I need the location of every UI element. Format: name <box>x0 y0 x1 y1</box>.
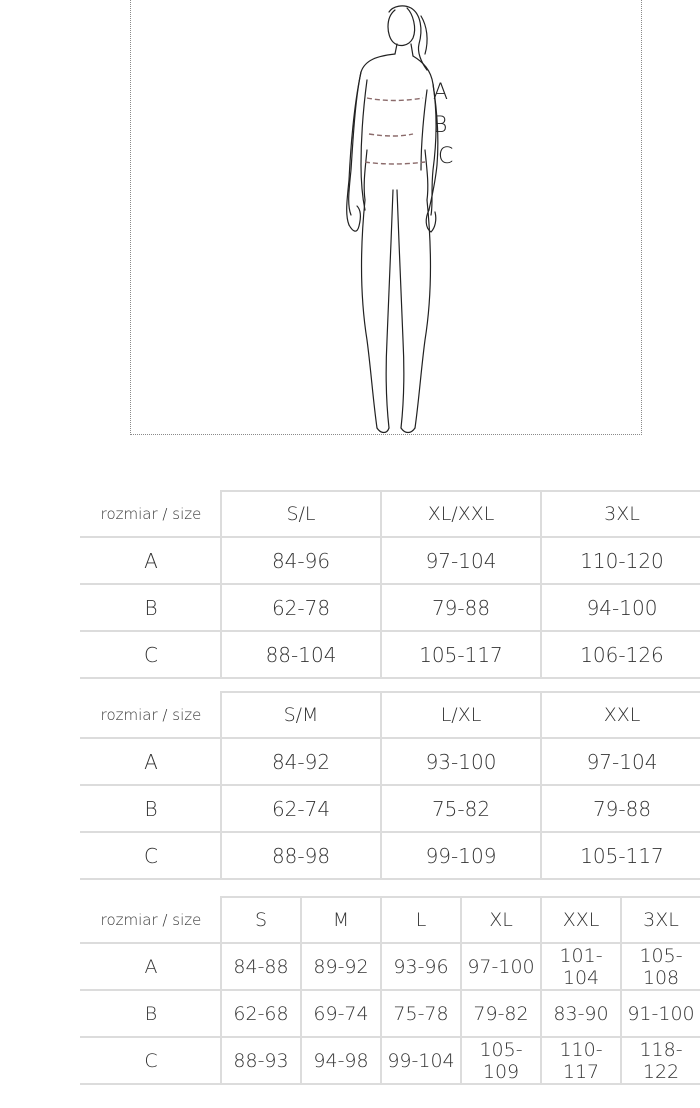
table-row <box>81 785 700 832</box>
table-cell: 94-98 <box>301 1037 381 1084</box>
table-cell: 79-88 <box>381 584 541 631</box>
row-label: C <box>81 832 221 879</box>
size-header: XL <box>461 897 541 943</box>
table-row <box>81 832 700 879</box>
table-cell: 75-78 <box>381 990 461 1037</box>
size-header: XXL <box>541 692 700 738</box>
row-label: A <box>81 537 221 584</box>
marker-c-label: C <box>438 144 454 169</box>
corner-label: rozmiar / size <box>81 897 221 943</box>
size-table-3 <box>80 896 700 1085</box>
table-cell: 97-104 <box>541 738 700 785</box>
table-cell: 118-122 <box>621 1037 700 1084</box>
table-cell: 75-82 <box>381 785 541 832</box>
table-cell: 84-96 <box>221 537 381 584</box>
size-header: M <box>301 897 381 943</box>
table-cell: 105-117 <box>541 832 700 879</box>
table-cell: 84-88 <box>221 943 301 990</box>
table-row <box>81 738 700 785</box>
body-figure-illustration <box>131 0 641 434</box>
row-label: A <box>81 943 221 990</box>
table-row <box>81 1037 700 1084</box>
table-cell: 84-92 <box>221 738 381 785</box>
table-row <box>81 631 700 678</box>
row-label: C <box>81 1037 221 1084</box>
table-cell: 88-93 <box>221 1037 301 1084</box>
size-header: XXL <box>541 897 621 943</box>
marker-b-label: B <box>433 113 448 138</box>
table-cell: 99-104 <box>381 1037 461 1084</box>
body-figure-frame <box>130 0 642 435</box>
marker-a-label: A <box>433 80 449 105</box>
table-cell: 105-117 <box>381 631 541 678</box>
size-header: XL/XXL <box>381 491 541 537</box>
row-label: A <box>81 738 221 785</box>
table-cell: 93-96 <box>381 943 461 990</box>
table-cell: 69-74 <box>301 990 381 1037</box>
table-cell: 97-100 <box>461 943 541 990</box>
corner-label: rozmiar / size <box>81 491 221 537</box>
table-row <box>81 990 700 1037</box>
table-cell: 110-117 <box>541 1037 621 1084</box>
table-row <box>81 584 700 631</box>
size-header: L/XL <box>381 692 541 738</box>
table-cell: 91-100 <box>621 990 700 1037</box>
table-cell: 83-90 <box>541 990 621 1037</box>
row-label: B <box>81 990 221 1037</box>
table-cell: 88-98 <box>221 832 381 879</box>
table-header-row <box>81 692 700 738</box>
table-cell: 88-104 <box>221 631 381 678</box>
table-cell: 97-104 <box>381 537 541 584</box>
table-cell: 105-109 <box>461 1037 541 1084</box>
size-header: S <box>221 897 301 943</box>
table-cell: 106-126 <box>541 631 700 678</box>
table-cell: 99-109 <box>381 832 541 879</box>
table-cell: 62-74 <box>221 785 381 832</box>
table-cell: 79-88 <box>541 785 700 832</box>
table-cell: 89-92 <box>301 943 381 990</box>
size-header: 3XL <box>621 897 700 943</box>
table-cell: 62-68 <box>221 990 301 1037</box>
row-label: C <box>81 631 221 678</box>
row-label: B <box>81 785 221 832</box>
table-cell: 79-82 <box>461 990 541 1037</box>
table-cell: 93-100 <box>381 738 541 785</box>
table-cell: 110-120 <box>541 537 700 584</box>
table-row <box>81 537 700 584</box>
size-header: S/M <box>221 692 381 738</box>
table-cell: 105-108 <box>621 943 700 990</box>
size-table-2 <box>80 691 700 880</box>
size-table-1 <box>80 490 700 679</box>
table-row <box>81 943 700 990</box>
table-cell: 94-100 <box>541 584 700 631</box>
table-header-row <box>81 491 700 537</box>
corner-label: rozmiar / size <box>81 692 221 738</box>
table-cell: 62-78 <box>221 584 381 631</box>
table-header-row <box>81 897 700 943</box>
row-label: B <box>81 584 221 631</box>
size-header: L <box>381 897 461 943</box>
size-header: S/L <box>221 491 381 537</box>
size-header: 3XL <box>541 491 700 537</box>
table-cell: 101-104 <box>541 943 621 990</box>
